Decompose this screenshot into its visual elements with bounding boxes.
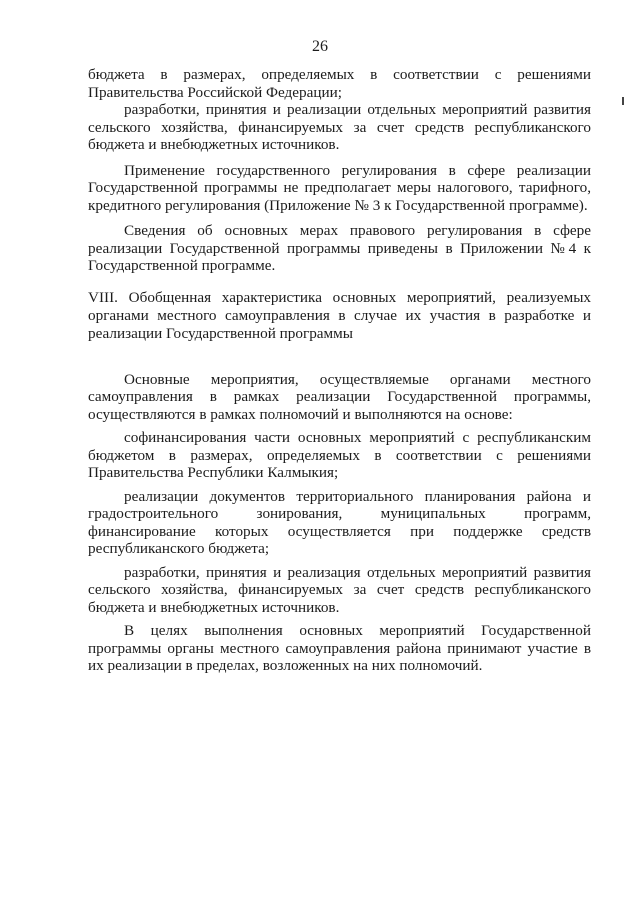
paragraph-agriculture-measures: разработки, принятия и реализация отдельных мероприятий развития сельского хозяйства, финансируемых за счет средств республиканского бюджета и внебюджетных источников. [88, 563, 591, 616]
page-number: 26 [312, 38, 328, 55]
paragraph-agriculture-development: разработки, принятия и реализации отдельных мероприятий развития сельского хозяйства, финансируемых за счет средств республиканского бюджета и внебюджетных источников. [88, 101, 591, 153]
paragraph-state-regulation: Применение государственного регулирования в сфере реализации Государственной программы не предполагает меры налогового, тарифного, кредитного регулирования (Приложение № 3 к Государственной программе). [88, 161, 591, 214]
paragraph-cofinancing: софинансирования части основных мероприятий с республиканским бюджетом в размерах, определяемых в соответствии с решениями Правительства Республики Калмыкия; [88, 429, 591, 481]
paragraph-territorial-planning: реализации документов территориального планирования района и градостроительного зонирования, муниципальных программ, финансирование которых осуществляется при поддержке средств республиканского бюджета; [88, 487, 591, 557]
margin-mark [622, 97, 624, 105]
paragraph-budget-sizes: бюджета в размерах, определяемых в соответствии с решениями Правительства Российской Федерации; [88, 66, 591, 101]
document-body [88, 66, 591, 675]
section-heading: VIII. Обобщенная характеристика основных мероприятий, реализуемых органами местного самоуправления в случае их участия в разработке и реализации Государственной программы [88, 288, 591, 342]
paragraph-main-activities: Основные мероприятия, осуществляемые органами местного самоуправления в рамках реализации Государственной программы, осуществляются в рамках полномочий и выполняются на основе: [88, 370, 591, 423]
paragraph-legal-regulation: Сведения об основных мерах правового регулирования в сфере реализации Государственной программы приведены в Приложении №4 к Государственной программе. [88, 222, 591, 274]
paragraph-local-authorities: В целях выполнения основных мероприятий Государственной программы органы местного самоуправления района принимают участие в их реализации в пределах, возложенных на них полномочий. [88, 622, 591, 674]
